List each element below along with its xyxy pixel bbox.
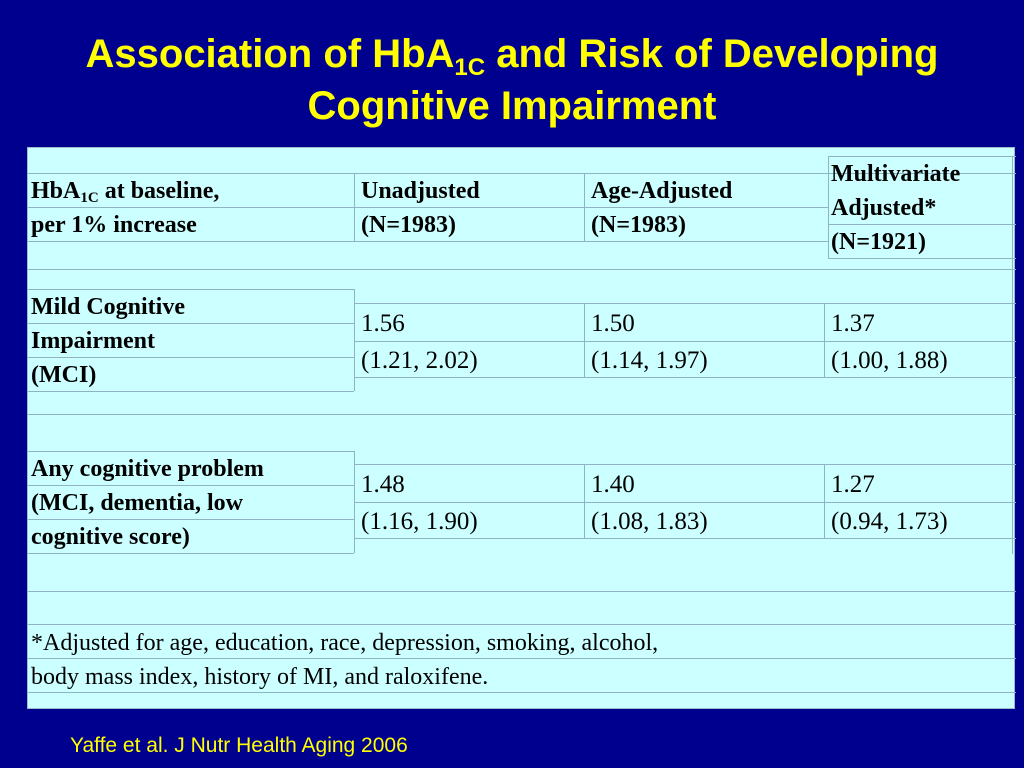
grid-line — [584, 173, 585, 241]
cell-mci-age-adjusted: 1.50 (1.14, 1.97) — [591, 310, 708, 374]
grid-line — [28, 414, 1016, 415]
row-label-mci: Mild Cognitive Impairment (MCI) — [31, 294, 185, 388]
grid-line — [828, 156, 829, 258]
grid-line — [824, 303, 825, 377]
header-hba1c-baseline: HbA$_{1C}$ at baseline, per 1% increase — [31, 178, 220, 238]
header-multivariate-adjusted: Multivariate Adjusted* (N=1921) — [831, 161, 961, 255]
row-label-any-cognitive-problem: Any cognitive problem (MCI, dementia, low cognitive score) — [31, 456, 264, 550]
grid-line — [354, 173, 355, 241]
results-table — [27, 147, 1015, 709]
cell-mci-multivariate: 1.37 (1.00, 1.88) — [831, 310, 948, 374]
header-unadjusted: Unadjusted (N=1983) — [361, 178, 480, 238]
cell-any-age-adjusted: 1.40 (1.08, 1.83) — [591, 471, 708, 535]
grid-line — [584, 303, 585, 377]
grid-line — [354, 451, 355, 553]
grid-line — [824, 464, 825, 538]
grid-line — [28, 269, 1016, 270]
cell-any-unadjusted: 1.48 (1.16, 1.90) — [361, 471, 478, 535]
title-line-1 — [0, 28, 1024, 80]
cell-any-multivariate: 1.27 (0.94, 1.73) — [831, 471, 948, 535]
grid-line — [354, 289, 355, 391]
header-age-adjusted: Age-Adjusted (N=1983) — [591, 178, 733, 238]
title-subscript: 1C — [454, 54, 486, 81]
cell-mci-unadjusted: 1.56 (1.21, 2.02) — [361, 310, 478, 374]
title-suffix: and Risk of Developing — [485, 32, 939, 76]
grid-line — [28, 624, 1016, 625]
title-line-2: Cognitive Impairment — [307, 84, 717, 128]
grid-line — [354, 464, 1016, 465]
slide-title — [0, 28, 1024, 132]
citation: Yaffe et al. J Nutr Health Aging 2006 — [70, 734, 408, 757]
grid-line — [584, 464, 585, 538]
grid-line — [28, 591, 1016, 592]
grid-line — [354, 303, 1016, 304]
footnote: *Adjusted for age, education, race, depression, smoking, alcohol, body mass index, history of MI, and raloxifene. — [31, 630, 659, 690]
grid-line — [1012, 156, 1013, 554]
title-prefix: Association of HbA — [85, 32, 455, 76]
